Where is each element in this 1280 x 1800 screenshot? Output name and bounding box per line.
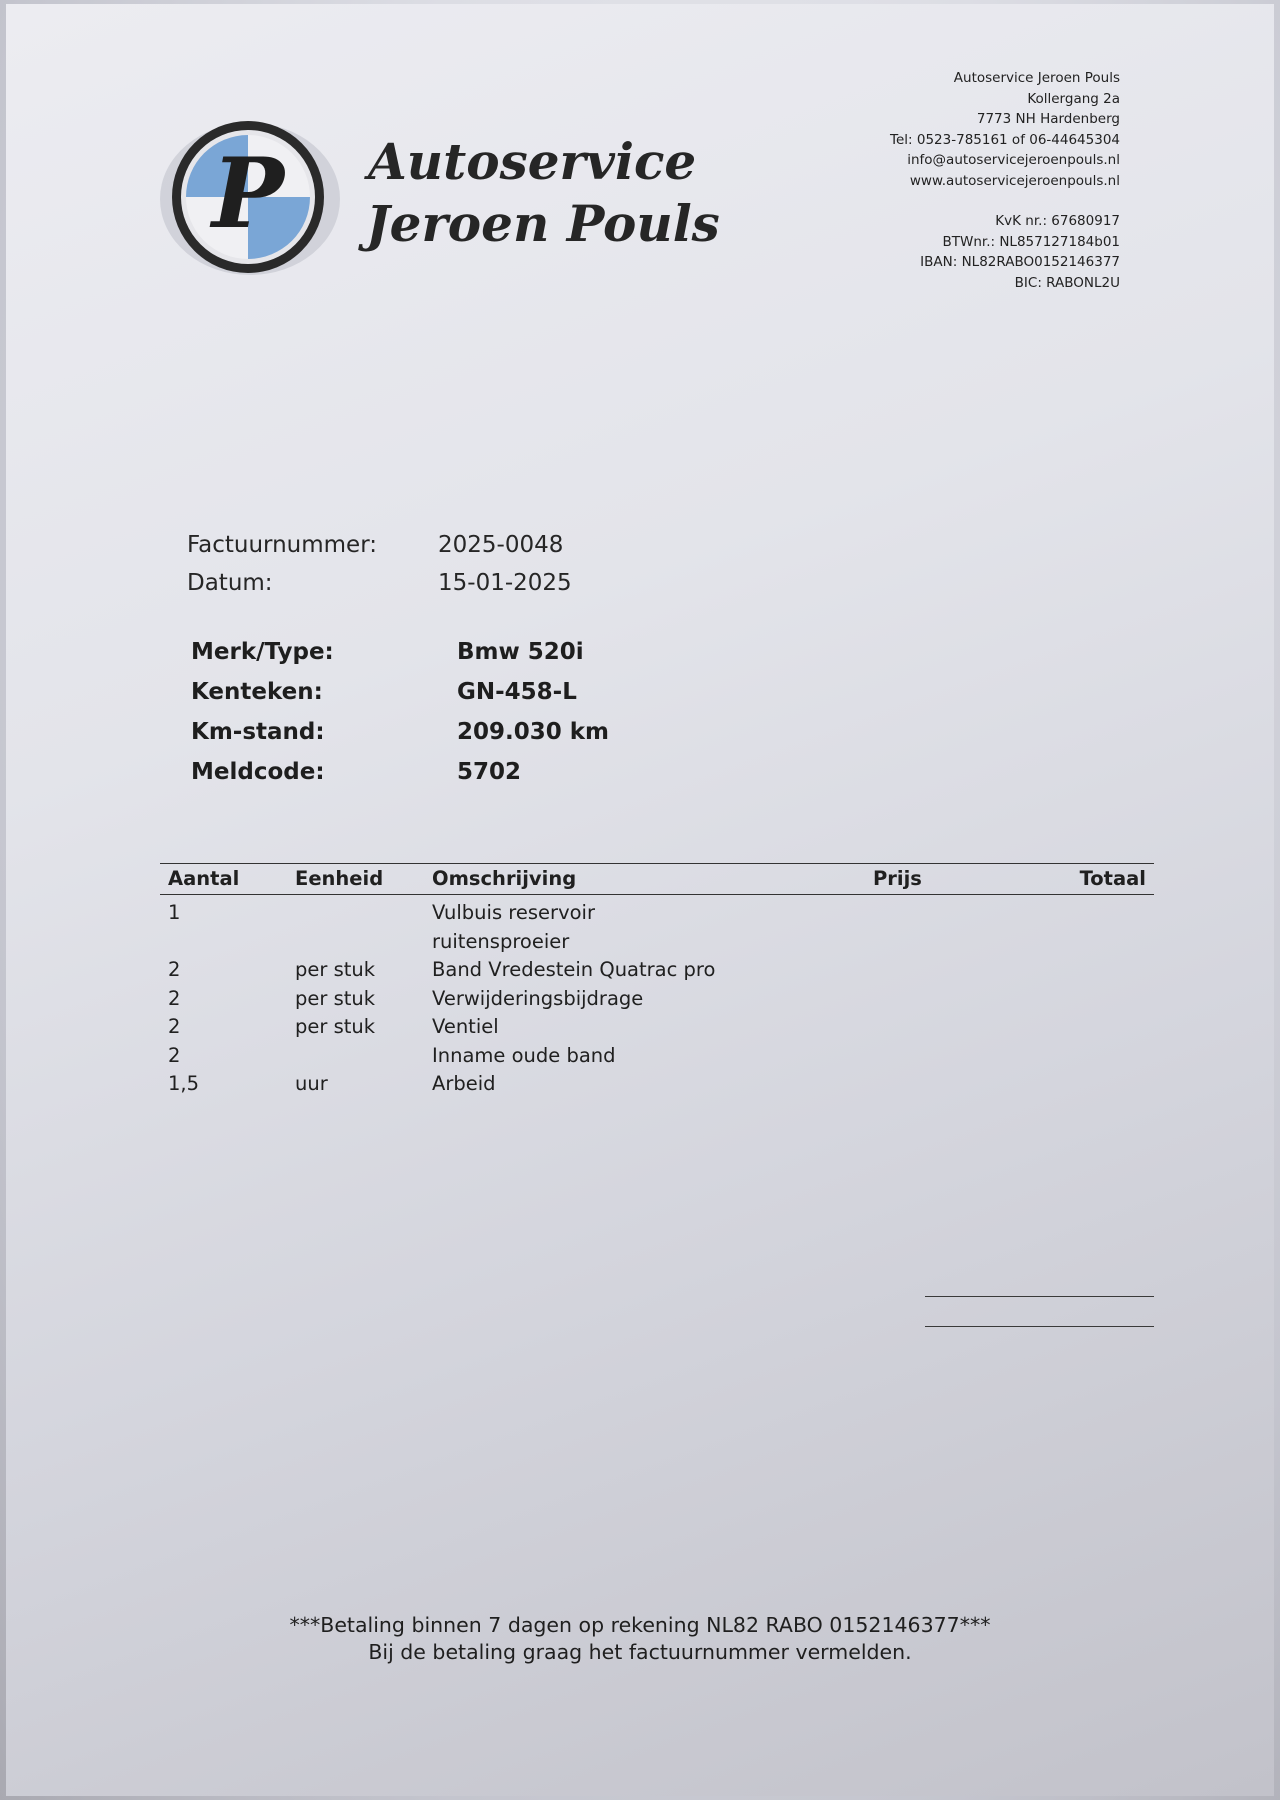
logo-line-2: Jeroen Pouls [366,194,720,253]
table-row [160,1013,1154,1042]
total-lines [925,1267,1154,1327]
company-iban: IBAN: NL82RABO0152146377 [920,254,1120,270]
cell-eenheid: per stuk [295,958,376,981]
payment-footer [6,1612,1274,1666]
cell-omschrijving: Vulbuis reservoir [432,901,595,924]
company-street: Kollergang 2a [1027,90,1120,107]
invoice-number: 2025-0048 [438,532,564,558]
cell-omschrijving: Arbeid [432,1072,496,1095]
vehicle-code: 5702 [457,759,522,785]
header-totaal: Totaal [1079,867,1146,890]
cell-omschrijving: Band Vredestein Quatrac pro [432,958,716,981]
vehicle-code-label: Meldcode: [191,759,325,785]
header-aantal: Aantal [168,867,240,890]
invoice-number-label: Factuurnummer: [187,532,377,558]
table-row [160,956,1154,985]
table-row [160,985,1154,1014]
cell-aantal: 2 [168,1015,181,1038]
table-row [160,928,1154,957]
subtotal-line [925,1267,1154,1297]
table-header [160,863,1154,895]
cell-aantal: 1,5 [168,1072,200,1095]
cell-eenheid: per stuk [295,1015,376,1038]
vehicle-plate: GN-458-L [457,679,577,705]
table-row [160,899,1154,928]
cell-omschrijving: Verwijderingsbijdrage [432,986,644,1010]
company-address [890,68,1120,293]
invoice-meta [187,526,572,602]
company-kvk: KvK nr.: 67680917 [995,213,1120,229]
company-btw: BTWnr.: NL857127184b01 [942,233,1120,250]
vehicle-make-label: Merk/Type: [191,639,334,665]
company-city: 7773 NH Hardenberg [976,111,1120,127]
cell-eenheid: uur [295,1072,328,1095]
invoice-items-table [160,863,1154,1099]
vehicle-plate-label: Kenteken: [191,679,323,705]
invoice-page [6,4,1274,1796]
cell-aantal: 1 [168,901,181,924]
payment-note: Bij de betaling graag het factuurnummer vermelden. [368,1640,912,1664]
header-prijs: Prijs [873,867,922,890]
vehicle-details [191,632,609,792]
company-logo [156,119,720,279]
logo-letter: P [211,137,285,250]
table-row [160,1042,1154,1071]
invoice-date-label: Datum: [187,570,273,596]
payment-terms: ***Betaling binnen 7 dagen op rekening NL82 RABO 0152146377*** [289,1613,991,1637]
company-name: Autoservice Jeroen Pouls [953,70,1120,86]
cell-aantal: 2 [168,958,181,981]
vehicle-km: 209.030 km [457,719,610,745]
logo-graphic [156,119,720,279]
company-website: www.autoservicejeroenpouls.nl [909,172,1120,189]
logo-line-1: Autoservice [368,132,697,191]
cell-aantal: 2 [168,1043,181,1067]
invoice-date: 15-01-2025 [438,570,572,596]
vehicle-km-label: Km-stand: [191,719,325,745]
table-row [160,1070,1154,1099]
cell-aantal: 2 [168,986,181,1010]
total-line [925,1297,1154,1327]
company-email: info@autoservicejeroenpouls.nl [907,152,1120,168]
vehicle-make: Bmw 520i [457,639,584,665]
cell-omschrijving: ruitensproeier [432,929,570,953]
cell-omschrijving: Ventiel [432,1015,499,1038]
header-omschrijving: Omschrijving [432,867,577,890]
header-eenheid: Eenheid [295,867,384,890]
company-bic: BIC: RABONL2U [1014,274,1120,291]
cell-omschrijving: Inname oude band [432,1043,616,1067]
company-phone: Tel: 0523-785161 of 06-44645304 [890,131,1120,148]
cell-eenheid: per stuk [295,986,376,1010]
